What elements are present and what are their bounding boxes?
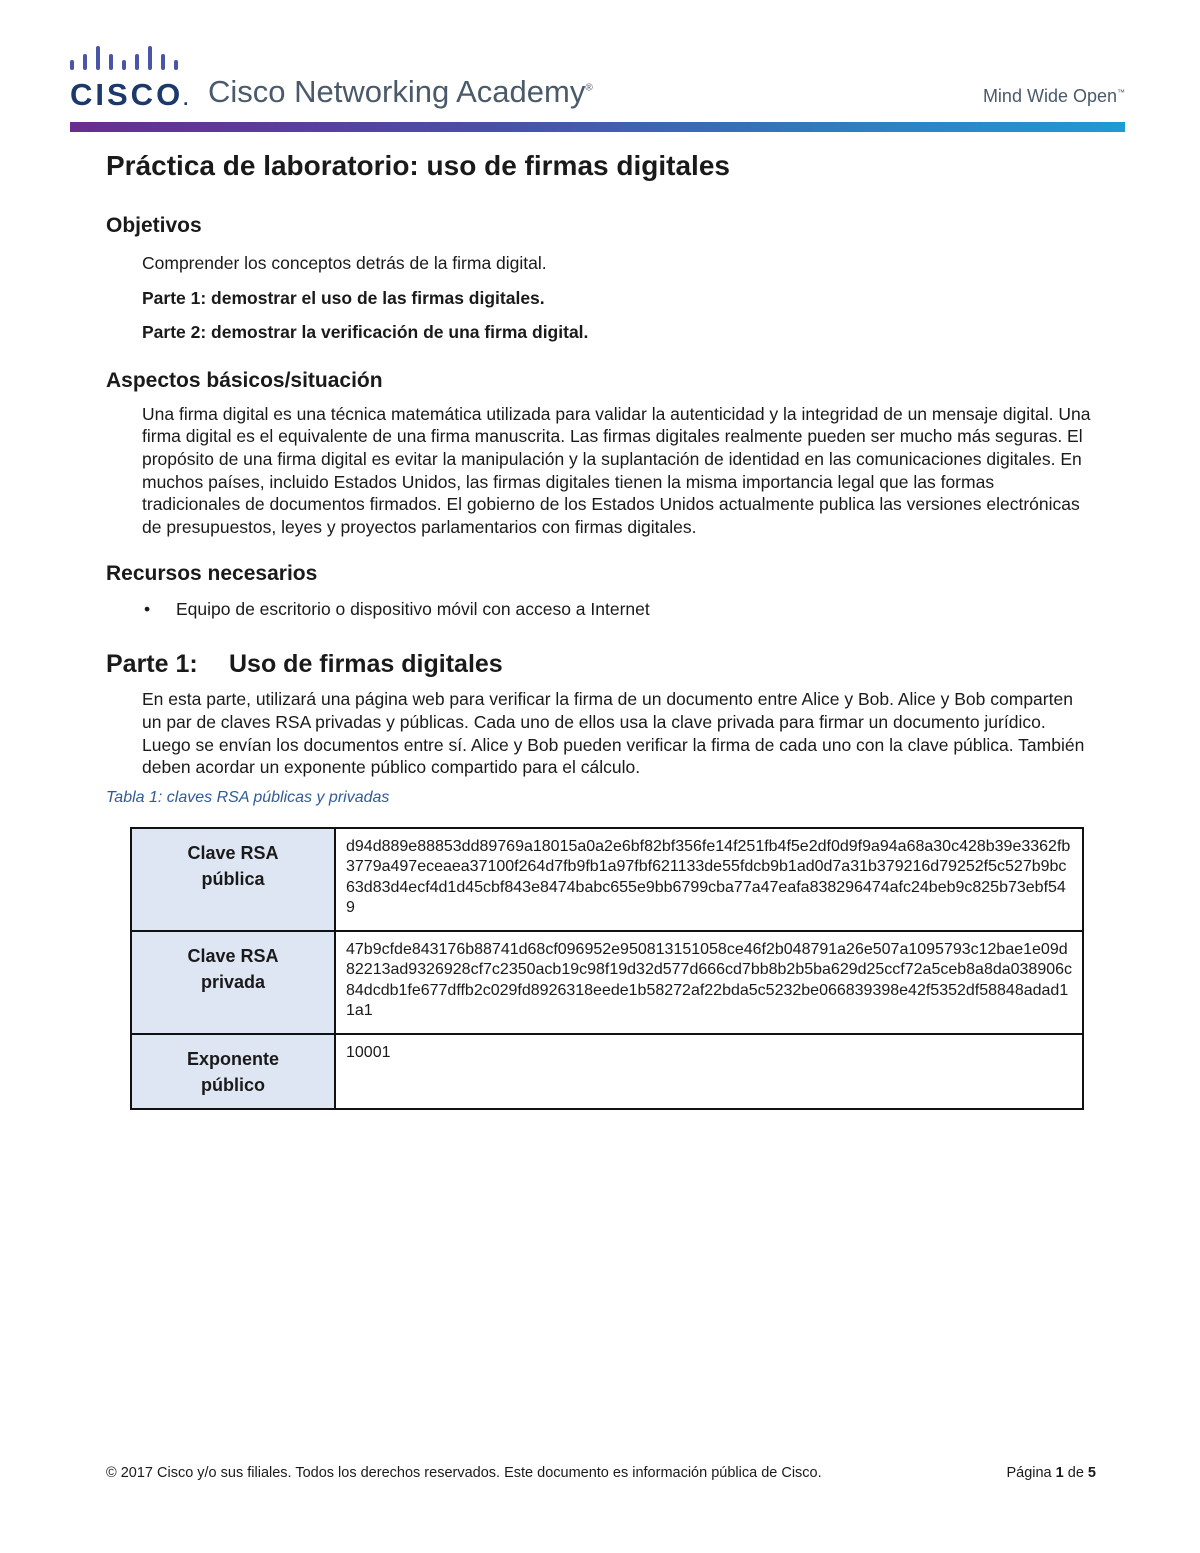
part1-section xyxy=(142,688,1096,778)
table-row xyxy=(131,931,1083,1034)
row-label: Clave RSA pública xyxy=(131,828,335,931)
rsa-keys-table xyxy=(130,827,1084,1110)
public-key-value: d94d889e88853dd89769a18015a0a2e6bf82bf356fe14f251fb4f5e2df0d9f9a94a68a30c428b39e3362fb3779a497eceaea37100f264d7fb9fb1a97fbf621133de55fdcb9b1ad0d7a31b379216d79252f5c527b9bc63d83d4ecf4d1d45cbf843e8474babc655e9bb6799cba77a47eafa838296474afc24beb9c825b73ebf549 xyxy=(335,828,1083,931)
background-text: Una firma digital es una técnica matemática utilizada para validar la autenticidad y la integridad de un mensaje digital. Una firma digital es el equivalente de una firma manuscrita. Las firmas digitales realmente pueden ser mucho más seguras. El propósito de una firma digital es evitar la manipulación y la suplantación de identidad en las comunicaciones digitales. En muchos países, incluido Estados Unidos, las firmas digitales tienen la misma importancia legal que las formas tradicionales de documentos firmados. El gobierno de los Estados Unidos actualmente publica las versiones electrónicas de presupuestos, leyes y proyectos parlamentarios con firmas digitales. xyxy=(142,403,1091,537)
cisco-logo-wordmark: CISCO. xyxy=(70,77,189,112)
bullet-icon: • xyxy=(144,599,151,620)
row-label: Exponente público xyxy=(131,1034,335,1109)
header-accent-bar xyxy=(70,122,1125,132)
background-section xyxy=(142,403,1096,539)
page-title: Práctica de laboratorio: uso de firmas digitales xyxy=(106,150,730,181)
table-row xyxy=(131,1034,1083,1109)
list-item: • Equipo de escritorio o dispositivo móvil con acceso a Internet xyxy=(144,599,650,620)
private-key-value: 47b9cfde843176b88741d68cf096952e950813151058ce46f2b048791a26e507a1095793c12bae1e09d82213ad9326928cf7c2350acb19c98f19d32d577d666cd7bb8b2b5ba629d25ccf72a5ceb8a8da038906c84dcdb1fe677dffb2c029fd8926318eede1b58272af22bda5c5232be066839398e42f5352df58848adad11a1 xyxy=(335,931,1083,1034)
objective-part1: Parte 1: demostrar el uso de las firmas digitales. xyxy=(142,287,545,308)
part1-heading: Parte 1: Uso de firmas digitales xyxy=(106,650,503,679)
public-exponent-value: 10001 xyxy=(335,1034,1083,1109)
row-label: Clave RSA privada xyxy=(131,931,335,1034)
part1-text: En esta parte, utilizará una página web para verificar la firma de un documento entre Alice y Bob. Alice y Bob comparten un par de claves RSA privadas y públicas. Cada uno de ellos usa la clave privada para firmar un documento jurídico. Luego se envían los documentos entre sí. Alice y Bob pueden verificar la firma de cada uno con la clave pública. También deben acordar un exponente público compartido para el cálculo. xyxy=(142,689,1085,778)
copyright-text: © 2017 Cisco y/o sus filiales. Todos los derechos reservados. Este documento es información pública de Cisco. xyxy=(106,1465,822,1481)
page-header xyxy=(70,40,1125,135)
page-number: Página 1 de 5 xyxy=(1006,1465,1096,1481)
page-footer xyxy=(106,1465,1096,1481)
objectives-heading: Objetivos xyxy=(106,214,202,237)
tagline: Mind Wide Open™ xyxy=(982,86,1125,106)
table-row xyxy=(131,828,1083,931)
resources-heading: Recursos necesarios xyxy=(106,562,318,586)
resources-list xyxy=(106,598,1096,620)
objectives-intro: Comprender los conceptos detrás de la firma digital. xyxy=(142,253,547,273)
academy-title: Cisco Networking Academy® xyxy=(208,74,593,109)
background-heading: Aspectos básicos/situación xyxy=(106,368,383,392)
document-body xyxy=(106,148,1096,1110)
table-caption: Tabla 1: claves RSA públicas y privadas xyxy=(106,788,390,806)
cisco-bridge-logo-icon xyxy=(70,46,180,76)
objective-part2: Parte 2: demostrar la verificación de una firma digital. xyxy=(142,322,589,343)
objectives-section xyxy=(142,252,1096,344)
